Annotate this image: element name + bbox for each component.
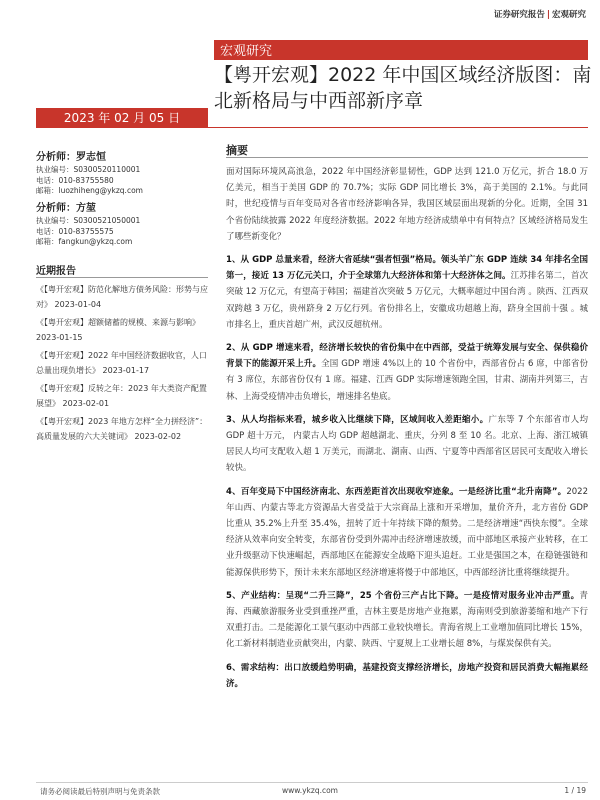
abstract-title: 摘要 — [226, 144, 248, 157]
point-lead: 6、需求结构：出口放缓趋势明确，基建投资支撑经济增长，房地产投资和居民消费大幅拖累经济。 — [226, 662, 588, 689]
abstract-point — [226, 484, 588, 581]
point-lead: 5、产业结构：呈现“二升三降”，25 个省份三产占比下降。一是疫情对服务业冲击严重。 — [226, 590, 580, 601]
point-body: 青海、西藏旅游服务业受到重挫严重，吉林主要是房地产业拖累，海南则受到旅游萎缩和地产下行双重打击。二是能源化工景气驱动中西部工业较快增长。青海省规上工业增加值同比增长 15%，化工新材料制造业贡献突出，内蒙、陕西、宁夏规上工业增长超 8%，与煤炭保供有关。 — [226, 590, 588, 650]
recent-report-item[interactable]: 《【粤开宏观】2023 年地方怎样“全力拼经济”：高质量发展的六大关键词》 2023-02-02 — [36, 417, 208, 441]
recent-report-item[interactable]: 《【粤开宏观】防范化解地方债务风险：形势与应对》 2023-01-04 — [36, 285, 208, 309]
analyst-card — [36, 199, 211, 248]
report-date: 2023 年 02 月 05 日 — [36, 108, 208, 128]
analyst-phone: 电话：010-83755580 — [36, 175, 114, 185]
point-body: 全国 GDP 增速 4%以上的 10 个省份中，西部省份占 6 席，中部省份有 3 席位，东部省份仅有 1 席。福建、江西 GDP 实际增速领跑全国，甘肃、湖南并列第三，吉林、上海受疫情冲击负增长，增速排名垫底。 — [226, 359, 588, 402]
footer-website[interactable]: www.ykzq.com — [282, 786, 338, 795]
analyst-card — [36, 148, 211, 197]
abstract-intro: 面对国际环境风高浪急，2022 年中国经济彰显韧性，GDP 达到 121.0 万亿元，折合 18.0 万亿美元，相当于美国 GDP 的 70.7%；实际 GDP 同比增长 3%，高于美国的 2.1%。与此同时，世纪疫情与百年变局对各省市经济影响各异，我国区域层面出现新的分化。近期，全国 31 个省份陆续披露 2022 年度经济数据。2022 年地方经济成绩单中有何特点？区域经济格局发生了哪些新变化？ — [226, 167, 588, 242]
abstract-divider — [226, 157, 588, 158]
page-number: 1 / 19 — [564, 786, 586, 795]
footer-divider — [36, 782, 588, 783]
abstract-point — [226, 660, 588, 692]
category-banner — [214, 40, 588, 60]
analyst-email[interactable]: 邮箱：fangkun@ykzq.com — [36, 237, 133, 246]
recent-report-item[interactable]: 《【粤开宏观】2022 年中国经济数据收官，人口总量出现负增长》 2023-01-17 — [36, 351, 207, 375]
abstract-point — [226, 340, 588, 405]
point-lead: 1、从 GDP 总量来看，经济大省延续“强者恒强”格局。领头羊广东 GDP 连续 34 年排名全国第一，接近 13 万亿元关口，介于全球第九大经济体和第十大经济体之间。 — [226, 255, 588, 282]
category-banner-label: 宏观研究 — [220, 44, 273, 59]
analyst-license: 执业编号：S0300520110001 — [36, 165, 141, 174]
abstract-point — [226, 412, 588, 477]
date-divider — [208, 127, 588, 128]
analyst-name: 分析师：方堃 — [36, 203, 96, 214]
abstract-point — [226, 588, 588, 653]
recent-reports-divider — [36, 277, 208, 278]
report-category: 宏观研究 — [551, 10, 586, 20]
point-lead: 4、百年变局下中国经济南北、东西差距首次出现收窄迹象。一是经济比重“北升南降”。 — [226, 486, 567, 497]
point-body: 江苏排名第二，首次突破 12 万亿元，有望高于韩国；福建首次突破 5 万亿元，大概率超过中国台湾 。陕西、江西双双跨越 3 万亿，贵州跻身 2 万亿行列。省份排名上，安徽成功超越上海，跻身全国前十强 。城市排名上，重庆首超广州，武汉反超杭州。 — [226, 271, 588, 330]
recent-reports-list — [36, 283, 211, 448]
point-body: 广东等 7 个东部省市人均 GDP 超十万元， 内蒙古人均 GDP 超越湖北、重庆，分列 8 至 10 名。北京、上海、浙江城镇居民人均可支配收入超 1 万美元，而湖北、湖南、山西、宁夏等中西部省区居民可支配收入增长较快。 — [226, 414, 588, 474]
analyst-phone: 电话：010-83755575 — [36, 226, 114, 236]
point-body: 2022 年山西、内蒙古等北方资源品大省受益于大宗商品上涨和开采增加，量价齐升，北方省份 GDP 比重从 35.2%上升至 35.4%，扭转了近十年持续下降的颓势。二是经济增速“西快东慢”。全球经济从效率向安全转变，东部省份受到外需冲击经济增速放缓，而中部地区承接产业转移，在工业升级驱动下快速崛起，西部地区在能源安全战略下迎头追赶。工业是强国之本，在稳链强链和能源保供形势下，预计未来东部地区经济增速将慢于中部地区，中西部经济比重将继续提升。 — [226, 486, 588, 578]
recent-report-item[interactable]: 《【粤开宏观】反转之年：2023 年大类资产配置展望》 2023-02-01 — [36, 384, 207, 408]
recent-report-item[interactable]: 《【粤开宏观】超额储蓄的规模、来源与影响》 2023-01-15 — [36, 318, 200, 342]
analyst-email[interactable]: 邮箱：luozhiheng@ykzq.com — [36, 186, 143, 195]
point-lead: 3、从人均指标来看，城乡收入比继续下降，区域间收入差距缩小。 — [226, 414, 489, 425]
footer-disclaimer: 请务必阅读最后特别声明与免责条款 — [40, 787, 160, 796]
abstract-body — [226, 164, 588, 699]
report-header-tag: 证券研究报告 | 宏观研究 — [493, 10, 586, 20]
analyst-name: 分析师：罗志恒 — [36, 152, 106, 163]
point-lead: 2、从 GDP 增速来看，经济增长较快的省份集中在中西部，受益于统筹发展与安全、保供稳价背景下的能源开采上升。 — [226, 343, 588, 370]
recent-reports-title: 近期报告 — [36, 266, 76, 277]
abstract-point — [226, 252, 588, 333]
analyst-license: 执业编号：S0300521050001 — [36, 216, 141, 225]
report-title: 【粤开宏观】2022 年中国区域经济版图：南北新格局与中西部新序章 — [214, 64, 592, 112]
report-type: 证券研究报告 — [493, 10, 545, 20]
